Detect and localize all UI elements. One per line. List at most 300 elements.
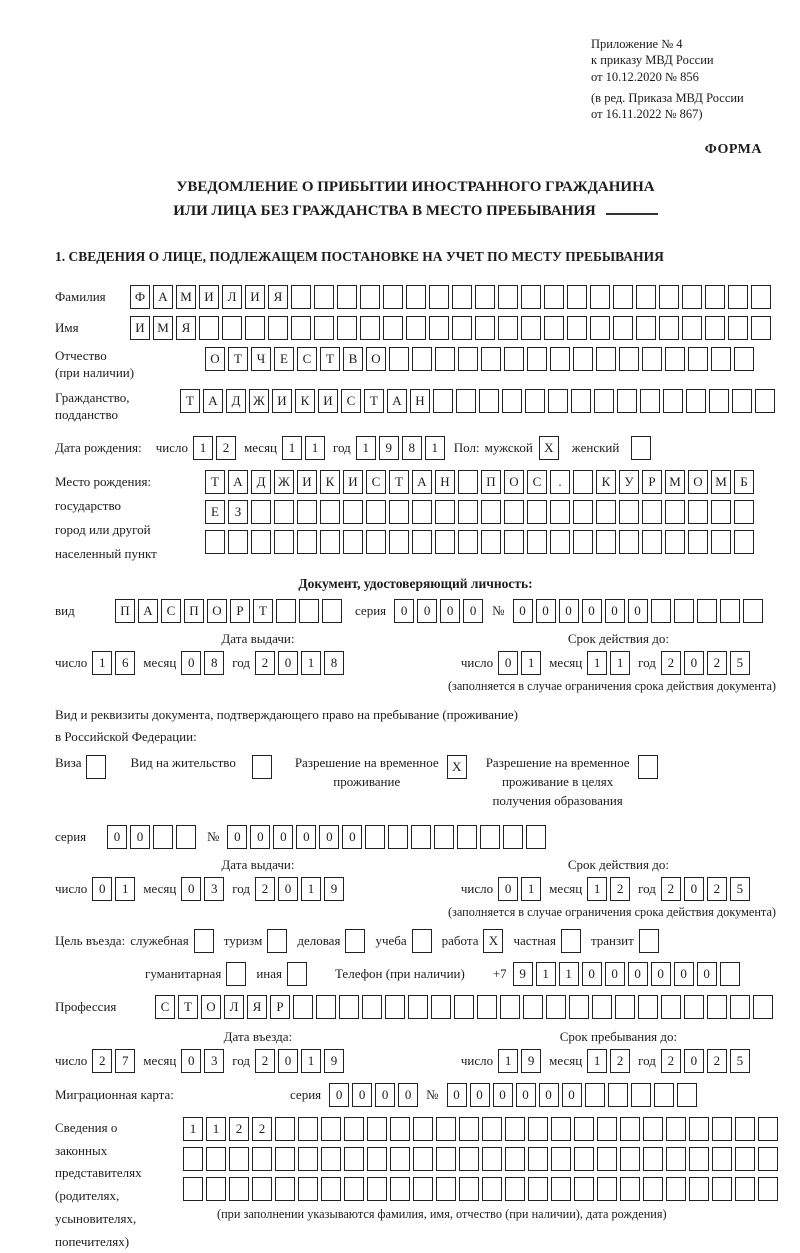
form-cell[interactable]: [436, 1147, 456, 1171]
form-cell[interactable]: [153, 825, 173, 849]
purpose-work-checkbox[interactable]: [483, 929, 506, 953]
form-cell[interactable]: [636, 316, 656, 340]
form-cell[interactable]: 0: [375, 1083, 395, 1107]
form-cell[interactable]: 2: [255, 1049, 275, 1073]
form-cell[interactable]: [684, 995, 704, 1019]
form-cell[interactable]: [337, 316, 357, 340]
purpose-humanitarian-checkbox[interactable]: [226, 962, 249, 986]
form-cell[interactable]: С: [161, 599, 181, 623]
form-cell[interactable]: [267, 929, 287, 953]
form-cell[interactable]: 0: [273, 825, 293, 849]
form-cell[interactable]: [287, 962, 307, 986]
form-cell[interactable]: [268, 316, 288, 340]
form-cell[interactable]: 3: [204, 1049, 224, 1073]
form-cell[interactable]: [551, 1177, 571, 1201]
form-cell[interactable]: Е: [274, 347, 294, 371]
form-cell[interactable]: [712, 1177, 732, 1201]
form-cell[interactable]: [734, 530, 754, 554]
form-cell[interactable]: 0: [329, 1083, 349, 1107]
form-cell[interactable]: [550, 347, 570, 371]
form-cell[interactable]: 0: [536, 599, 556, 623]
form-cell[interactable]: Л: [222, 285, 242, 309]
form-cell[interactable]: [639, 929, 659, 953]
form-cell[interactable]: [674, 599, 694, 623]
form-cell[interactable]: [574, 1117, 594, 1141]
form-cell[interactable]: Т: [228, 347, 248, 371]
form-cell[interactable]: 0: [684, 877, 704, 901]
form-cell[interactable]: [619, 347, 639, 371]
permit-valid-day[interactable]: [498, 877, 544, 901]
form-cell[interactable]: 0: [562, 1083, 582, 1107]
form-cell[interactable]: [712, 1117, 732, 1141]
form-cell[interactable]: [665, 500, 685, 524]
form-cell[interactable]: [344, 1147, 364, 1171]
form-cell[interactable]: 0: [342, 825, 362, 849]
form-cell[interactable]: П: [481, 470, 501, 494]
form-cell[interactable]: [734, 347, 754, 371]
form-cell[interactable]: З: [228, 500, 248, 524]
form-cell[interactable]: [504, 530, 524, 554]
form-cell[interactable]: [389, 530, 409, 554]
form-cell[interactable]: 0: [278, 877, 298, 901]
form-cell[interactable]: [482, 1147, 502, 1171]
form-cell[interactable]: Д: [226, 389, 246, 413]
form-cell[interactable]: [597, 1177, 617, 1201]
form-cell[interactable]: 8: [324, 651, 344, 675]
form-cell[interactable]: [730, 995, 750, 1019]
representatives-row1-boxes[interactable]: [183, 1117, 781, 1141]
form-cell[interactable]: [435, 500, 455, 524]
form-cell[interactable]: [592, 995, 612, 1019]
form-cell[interactable]: [567, 316, 587, 340]
form-cell[interactable]: [734, 500, 754, 524]
form-cell[interactable]: [682, 285, 702, 309]
form-cell[interactable]: [705, 316, 725, 340]
form-cell[interactable]: [452, 285, 472, 309]
form-cell[interactable]: [406, 285, 426, 309]
form-cell[interactable]: [408, 995, 428, 1019]
form-cell[interactable]: И: [343, 470, 363, 494]
birthplace-row3-boxes[interactable]: [205, 530, 757, 554]
form-cell[interactable]: 0: [684, 651, 704, 675]
form-cell[interactable]: [567, 285, 587, 309]
form-cell[interactable]: [274, 500, 294, 524]
form-cell[interactable]: [720, 599, 740, 623]
form-cell[interactable]: [275, 1147, 295, 1171]
name-boxes[interactable]: [130, 316, 774, 340]
form-cell[interactable]: И: [199, 285, 219, 309]
form-cell[interactable]: 9: [513, 962, 533, 986]
purpose-study-checkbox[interactable]: [412, 929, 435, 953]
form-cell[interactable]: [594, 389, 614, 413]
form-cell[interactable]: [571, 389, 591, 413]
visa-checkbox[interactable]: [86, 755, 109, 779]
form-cell[interactable]: [551, 1147, 571, 1171]
form-cell[interactable]: [436, 1117, 456, 1141]
form-cell[interactable]: [666, 1177, 686, 1201]
form-cell[interactable]: [619, 530, 639, 554]
form-cell[interactable]: [758, 1147, 778, 1171]
form-cell[interactable]: [435, 347, 455, 371]
form-cell[interactable]: 8: [204, 651, 224, 675]
form-cell[interactable]: [651, 599, 671, 623]
doc-issue-month[interactable]: [181, 651, 227, 675]
representatives-row3-boxes[interactable]: [183, 1177, 781, 1201]
form-cell[interactable]: 0: [394, 599, 414, 623]
form-cell[interactable]: [252, 1177, 272, 1201]
citizenship-boxes[interactable]: [180, 389, 778, 413]
form-cell[interactable]: [458, 470, 478, 494]
form-cell[interactable]: [500, 995, 520, 1019]
form-cell[interactable]: [411, 825, 431, 849]
form-cell[interactable]: Т: [178, 995, 198, 1019]
form-cell[interactable]: 1: [587, 651, 607, 675]
form-cell[interactable]: [367, 1117, 387, 1141]
form-cell[interactable]: 0: [296, 825, 316, 849]
form-cell[interactable]: [590, 285, 610, 309]
form-cell[interactable]: [360, 316, 380, 340]
form-cell[interactable]: [314, 316, 334, 340]
form-cell[interactable]: [573, 530, 593, 554]
form-cell[interactable]: 1: [536, 962, 556, 986]
form-cell[interactable]: 0: [697, 962, 717, 986]
form-cell[interactable]: В: [343, 347, 363, 371]
doc-number-boxes[interactable]: [513, 599, 766, 623]
form-cell[interactable]: [206, 1147, 226, 1171]
form-cell[interactable]: [574, 1147, 594, 1171]
form-cell[interactable]: [502, 389, 522, 413]
form-cell[interactable]: [344, 1117, 364, 1141]
form-cell[interactable]: 0: [674, 962, 694, 986]
form-cell[interactable]: [505, 1117, 525, 1141]
form-cell[interactable]: 0: [516, 1083, 536, 1107]
stay-year[interactable]: [661, 1049, 753, 1073]
form-cell[interactable]: [643, 1117, 663, 1141]
form-cell[interactable]: [475, 316, 495, 340]
form-cell[interactable]: [498, 285, 518, 309]
form-cell[interactable]: [642, 530, 662, 554]
permit-issue-year[interactable]: [255, 877, 347, 901]
form-cell[interactable]: Ч: [251, 347, 271, 371]
form-cell[interactable]: [705, 285, 725, 309]
form-cell[interactable]: [322, 599, 342, 623]
form-cell[interactable]: 3: [204, 877, 224, 901]
form-cell[interactable]: [504, 347, 524, 371]
form-cell[interactable]: [360, 285, 380, 309]
form-cell[interactable]: 0: [582, 962, 602, 986]
doc-issue-day[interactable]: [92, 651, 138, 675]
form-cell[interactable]: У: [619, 470, 639, 494]
form-cell[interactable]: [321, 1117, 341, 1141]
form-cell[interactable]: [226, 962, 246, 986]
form-cell[interactable]: 0: [398, 1083, 418, 1107]
form-cell[interactable]: [480, 825, 500, 849]
form-cell[interactable]: 0: [92, 877, 112, 901]
form-cell[interactable]: 0: [463, 599, 483, 623]
form-cell[interactable]: 1: [305, 436, 325, 460]
form-cell[interactable]: 1: [282, 436, 302, 460]
sex-male-checkbox[interactable]: [539, 436, 562, 460]
form-cell[interactable]: [459, 1177, 479, 1201]
form-cell[interactable]: А: [153, 285, 173, 309]
form-cell[interactable]: [436, 1177, 456, 1201]
form-cell[interactable]: 9: [521, 1049, 541, 1073]
form-cell[interactable]: 1: [115, 877, 135, 901]
form-cell[interactable]: [434, 825, 454, 849]
form-cell[interactable]: [528, 1147, 548, 1171]
form-cell[interactable]: [252, 1147, 272, 1171]
form-cell[interactable]: [433, 389, 453, 413]
form-cell[interactable]: [183, 1147, 203, 1171]
form-cell[interactable]: [689, 1117, 709, 1141]
form-cell[interactable]: [429, 316, 449, 340]
form-cell[interactable]: [613, 285, 633, 309]
form-cell[interactable]: [613, 316, 633, 340]
form-cell[interactable]: М: [153, 316, 173, 340]
form-cell[interactable]: [528, 1177, 548, 1201]
form-cell[interactable]: .: [550, 470, 570, 494]
form-cell[interactable]: [590, 316, 610, 340]
residence-permit-checkbox[interactable]: [252, 755, 275, 779]
form-cell[interactable]: [321, 1177, 341, 1201]
form-cell[interactable]: 0: [605, 962, 625, 986]
form-cell[interactable]: Р: [230, 599, 250, 623]
form-cell[interactable]: [596, 347, 616, 371]
purpose-tourism-checkbox[interactable]: [267, 929, 290, 953]
form-cell[interactable]: 9: [324, 1049, 344, 1073]
form-cell[interactable]: [682, 316, 702, 340]
doc-issue-year[interactable]: [255, 651, 347, 675]
form-cell[interactable]: [707, 995, 727, 1019]
form-cell[interactable]: [390, 1177, 410, 1201]
form-cell[interactable]: М: [176, 285, 196, 309]
form-cell[interactable]: [458, 500, 478, 524]
form-cell[interactable]: [659, 285, 679, 309]
form-cell[interactable]: [337, 285, 357, 309]
form-cell[interactable]: [383, 316, 403, 340]
form-cell[interactable]: 6: [115, 651, 135, 675]
form-cell[interactable]: Т: [253, 599, 273, 623]
form-cell[interactable]: [755, 389, 775, 413]
form-cell[interactable]: [435, 530, 455, 554]
form-cell[interactable]: [275, 1177, 295, 1201]
form-cell[interactable]: [183, 1177, 203, 1201]
form-cell[interactable]: X: [483, 929, 503, 953]
form-cell[interactable]: [550, 530, 570, 554]
form-cell[interactable]: 0: [628, 962, 648, 986]
birth-year-boxes[interactable]: [356, 436, 448, 460]
form-cell[interactable]: 1: [587, 1049, 607, 1073]
form-cell[interactable]: И: [297, 470, 317, 494]
form-cell[interactable]: [615, 995, 635, 1019]
form-cell[interactable]: Е: [205, 500, 225, 524]
form-cell[interactable]: [728, 285, 748, 309]
form-cell[interactable]: [362, 995, 382, 1019]
form-cell[interactable]: [521, 285, 541, 309]
form-cell[interactable]: 2: [707, 877, 727, 901]
form-cell[interactable]: [546, 995, 566, 1019]
form-cell[interactable]: [482, 1177, 502, 1201]
entry-year[interactable]: [255, 1049, 347, 1073]
form-cell[interactable]: [316, 995, 336, 1019]
form-cell[interactable]: [709, 389, 729, 413]
form-cell[interactable]: [688, 347, 708, 371]
patronymic-boxes[interactable]: [205, 347, 757, 371]
form-cell[interactable]: [429, 285, 449, 309]
stay-month[interactable]: [587, 1049, 633, 1073]
form-cell[interactable]: [528, 1117, 548, 1141]
form-cell[interactable]: [339, 995, 359, 1019]
form-cell[interactable]: [665, 530, 685, 554]
form-cell[interactable]: [642, 347, 662, 371]
form-cell[interactable]: [720, 962, 740, 986]
form-cell[interactable]: 0: [278, 1049, 298, 1073]
form-cell[interactable]: 1: [301, 651, 321, 675]
form-cell[interactable]: [608, 1083, 628, 1107]
form-cell[interactable]: [758, 1177, 778, 1201]
form-cell[interactable]: [452, 316, 472, 340]
form-cell[interactable]: [276, 599, 296, 623]
form-cell[interactable]: [573, 347, 593, 371]
form-cell[interactable]: 2: [610, 877, 630, 901]
form-cell[interactable]: А: [228, 470, 248, 494]
form-cell[interactable]: [388, 825, 408, 849]
profession-boxes[interactable]: [155, 995, 776, 1019]
form-cell[interactable]: [550, 500, 570, 524]
form-cell[interactable]: [320, 500, 340, 524]
form-cell[interactable]: [711, 347, 731, 371]
form-cell[interactable]: [544, 316, 564, 340]
form-cell[interactable]: С: [341, 389, 361, 413]
form-cell[interactable]: О: [207, 599, 227, 623]
form-cell[interactable]: [688, 500, 708, 524]
form-cell[interactable]: [638, 995, 658, 1019]
phone-boxes[interactable]: [513, 962, 743, 986]
form-cell[interactable]: [711, 530, 731, 554]
form-cell[interactable]: 8: [402, 436, 422, 460]
form-cell[interactable]: [228, 530, 248, 554]
form-cell[interactable]: 2: [707, 1049, 727, 1073]
form-cell[interactable]: 1: [521, 651, 541, 675]
form-cell[interactable]: П: [115, 599, 135, 623]
form-cell[interactable]: [343, 530, 363, 554]
form-cell[interactable]: X: [447, 755, 467, 779]
form-cell[interactable]: Ф: [130, 285, 150, 309]
form-cell[interactable]: [365, 825, 385, 849]
form-cell[interactable]: [320, 530, 340, 554]
form-cell[interactable]: [573, 500, 593, 524]
form-cell[interactable]: 0: [493, 1083, 513, 1107]
form-cell[interactable]: [475, 285, 495, 309]
form-cell[interactable]: [176, 825, 196, 849]
purpose-other-checkbox[interactable]: [287, 962, 310, 986]
form-cell[interactable]: [413, 1177, 433, 1201]
form-cell[interactable]: Т: [320, 347, 340, 371]
form-cell[interactable]: [206, 1177, 226, 1201]
form-cell[interactable]: Т: [364, 389, 384, 413]
form-cell[interactable]: [251, 500, 271, 524]
form-cell[interactable]: [413, 1147, 433, 1171]
form-cell[interactable]: [569, 995, 589, 1019]
form-cell[interactable]: [390, 1147, 410, 1171]
form-cell[interactable]: [459, 1147, 479, 1171]
form-cell[interactable]: [390, 1117, 410, 1141]
form-cell[interactable]: 0: [628, 599, 648, 623]
form-cell[interactable]: 0: [181, 651, 201, 675]
form-cell[interactable]: М: [711, 470, 731, 494]
entry-day[interactable]: [92, 1049, 138, 1073]
permit-series-boxes[interactable]: [107, 825, 199, 849]
form-cell[interactable]: [712, 1147, 732, 1171]
form-cell[interactable]: О: [504, 470, 524, 494]
form-cell[interactable]: С: [297, 347, 317, 371]
form-cell[interactable]: [406, 316, 426, 340]
form-cell[interactable]: 1: [92, 651, 112, 675]
form-cell[interactable]: [431, 995, 451, 1019]
form-cell[interactable]: Р: [270, 995, 290, 1019]
doc-vid-boxes[interactable]: [115, 599, 345, 623]
birth-day-boxes[interactable]: [193, 436, 239, 460]
form-cell[interactable]: 0: [440, 599, 460, 623]
form-cell[interactable]: [743, 599, 763, 623]
form-cell[interactable]: 2: [661, 1049, 681, 1073]
form-cell[interactable]: [548, 389, 568, 413]
form-cell[interactable]: [574, 1177, 594, 1201]
form-cell[interactable]: [697, 599, 717, 623]
form-cell[interactable]: 0: [107, 825, 127, 849]
form-cell[interactable]: Т: [205, 470, 225, 494]
temp-residence-education-checkbox[interactable]: [638, 755, 661, 779]
form-cell[interactable]: 0: [651, 962, 671, 986]
form-cell[interactable]: 5: [730, 877, 750, 901]
form-cell[interactable]: [344, 1177, 364, 1201]
form-cell[interactable]: [498, 316, 518, 340]
form-cell[interactable]: К: [320, 470, 340, 494]
form-cell[interactable]: [383, 285, 403, 309]
form-cell[interactable]: Н: [435, 470, 455, 494]
form-cell[interactable]: [597, 1117, 617, 1141]
form-cell[interactable]: [298, 1117, 318, 1141]
form-cell[interactable]: [573, 470, 593, 494]
form-cell[interactable]: 0: [227, 825, 247, 849]
form-cell[interactable]: [654, 1083, 674, 1107]
form-cell[interactable]: [753, 995, 773, 1019]
form-cell[interactable]: [631, 1083, 651, 1107]
form-cell[interactable]: Л: [224, 995, 244, 1019]
form-cell[interactable]: [298, 1177, 318, 1201]
form-cell[interactable]: [299, 599, 319, 623]
form-cell[interactable]: 1: [498, 1049, 518, 1073]
form-cell[interactable]: [459, 1117, 479, 1141]
permit-number-boxes[interactable]: [227, 825, 549, 849]
form-cell[interactable]: [412, 530, 432, 554]
form-cell[interactable]: 2: [255, 651, 275, 675]
form-cell[interactable]: [205, 530, 225, 554]
form-cell[interactable]: [597, 1147, 617, 1171]
doc-valid-day[interactable]: [498, 651, 544, 675]
form-cell[interactable]: Б: [734, 470, 754, 494]
form-cell[interactable]: 2: [92, 1049, 112, 1073]
form-cell[interactable]: [661, 995, 681, 1019]
doc-series-boxes[interactable]: [394, 599, 486, 623]
form-cell[interactable]: А: [387, 389, 407, 413]
form-cell[interactable]: 0: [278, 651, 298, 675]
form-cell[interactable]: А: [412, 470, 432, 494]
form-cell[interactable]: Т: [389, 470, 409, 494]
form-cell[interactable]: 0: [559, 599, 579, 623]
form-cell[interactable]: Я: [268, 285, 288, 309]
form-cell[interactable]: [758, 1117, 778, 1141]
